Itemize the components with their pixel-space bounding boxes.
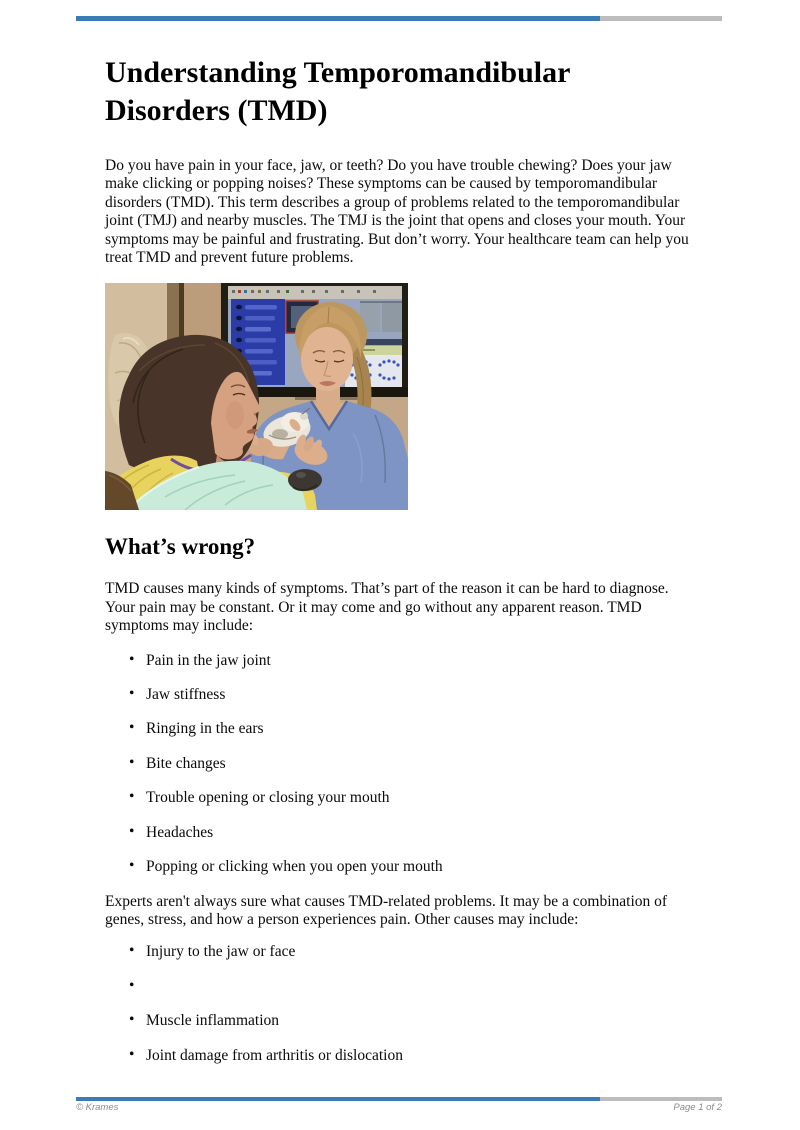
list-item: • Ringing in the ears <box>105 720 701 738</box>
list-item: • Trouble opening or closing your mouth <box>105 789 701 807</box>
symptoms-list <box>105 652 701 877</box>
consultation-photo-illustration <box>105 283 408 510</box>
list-item: • Jaw stiffness <box>105 686 701 704</box>
symptoms-paragraph: TMD causes many kinds of symptoms. That’s part of the reason it can be hard to diagnose. Your pain may be constant. Or it may come and go without any apparent reason. TMD symptoms may include: <box>105 580 669 635</box>
causes-paragraph: Experts aren't always sure what causes TMD-related problems. It may be a combination of genes, stress, and how a person experiences pain. Other causes may include: <box>105 892 668 928</box>
list-item: • Headaches <box>105 824 701 842</box>
causes-list <box>105 943 701 1065</box>
document-body <box>105 0 701 1081</box>
intro-paragraph: Do you have pain in your face, jaw, or teeth? Do you have trouble chewing? Does your jaw make clicking or popping noises? These symptoms can be caused by temporomandibular disorders (TMD). This term describes a group of problems related to the temporomandibular joint (TMJ) and nearby muscles. The TMJ is the joint that opens and closes your mouth. Your symptoms may be painful and frustrating. But don’t worry. Your healthcare team can help you treat TMD and prevent future problems. <box>105 157 689 267</box>
list-item: • Muscle inflammation <box>105 1012 701 1030</box>
list-item: • Pain in the jaw joint <box>105 652 701 670</box>
consultation-photo <box>105 283 408 510</box>
copyright-text: © Krames <box>76 1102 119 1113</box>
page-title: Understanding Temporomandibular Disorders (TMD) <box>105 56 570 127</box>
page-footer <box>76 1102 722 1113</box>
list-item: • Injury to the jaw or face <box>105 943 701 961</box>
list-item-empty <box>105 978 701 996</box>
list-item: • Joint damage from arthritis or dislocation <box>105 1047 701 1065</box>
section-heading-whats-wrong: What’s wrong? <box>105 534 256 560</box>
list-item: • Bite changes <box>105 755 701 773</box>
list-item: • Popping or clicking when you open your mouth <box>105 858 701 876</box>
footer-accent-bar-blue <box>76 1097 600 1101</box>
footer-accent-bar <box>76 1097 722 1101</box>
footer-accent-bar-gray <box>600 1097 722 1101</box>
page-number: Page 1 of 2 <box>673 1102 722 1113</box>
